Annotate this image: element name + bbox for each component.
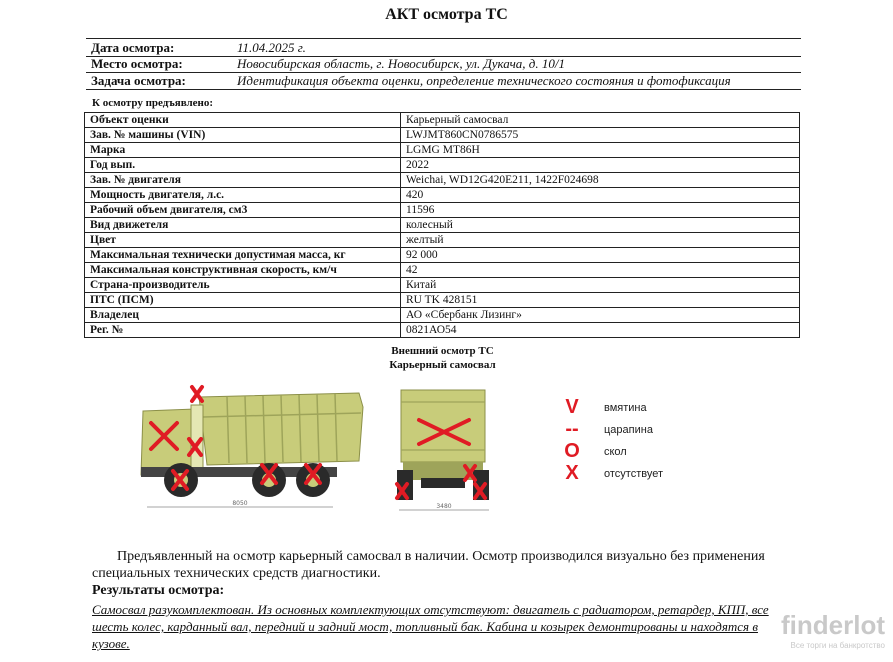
spec-value: LWJMT860CN0786575	[401, 128, 800, 143]
spec-key: Вид движетеля	[85, 218, 401, 233]
legend-dent-symbol: V	[565, 396, 579, 418]
spec-value: Китай	[401, 278, 800, 293]
spec-row	[85, 143, 800, 158]
watermark-tagline: Все торги на банкротство	[790, 641, 885, 650]
spec-key: Объект оценки	[85, 113, 401, 128]
info-row-place	[86, 55, 801, 73]
spec-row	[85, 308, 800, 323]
spec-table	[84, 112, 800, 338]
spec-key: Зав. № двигателя	[85, 173, 401, 188]
info-value-date: 11.04.2025 г.	[237, 40, 306, 55]
spec-key: Рег. №	[85, 323, 401, 338]
spec-key: Максимальная технически допустимая масса, кг	[85, 248, 401, 263]
watermark-brand: finderlot	[781, 610, 885, 640]
spec-key: Зав. № машины (VIN)	[85, 128, 401, 143]
info-value-place: Новосибирская область, г. Новосибирск, ул. Дукача, д. 10/1	[237, 56, 565, 71]
spec-value: 42	[401, 263, 800, 278]
document-title: АКТ осмотра ТС	[385, 6, 508, 23]
legend-dent-label: вмятина	[604, 402, 647, 414]
spec-row	[85, 128, 800, 143]
spec-value: колесный	[401, 218, 800, 233]
spec-row	[85, 218, 800, 233]
external-inspection-title: Внешний осмотр ТС	[391, 345, 494, 357]
presented-label: К осмотру предъявлено:	[92, 97, 214, 109]
spec-key: ПТС (ПСМ)	[85, 293, 401, 308]
spec-row	[85, 248, 800, 263]
legend-scratch-symbol: --	[565, 418, 579, 440]
spec-key: Цвет	[85, 233, 401, 248]
info-label-place: Место осмотра:	[91, 56, 183, 71]
legend-missing-label: отсутствует	[604, 468, 664, 480]
spec-key: Рабочий объем двигателя, см3	[85, 203, 401, 218]
rear-width-label: 3480	[436, 503, 452, 510]
legend-chip-symbol: O	[564, 440, 580, 462]
spec-row	[85, 263, 800, 278]
spec-value: 420	[401, 188, 800, 203]
info-value-task: Идентификация объекта оценки, определение технического состояния и фотофиксация	[237, 73, 731, 88]
spec-row	[85, 233, 800, 248]
spec-key: Мощность двигателя, л.с.	[85, 188, 401, 203]
spec-key: Владелец	[85, 308, 401, 323]
spec-value: Weichai, WD12G420E211, 1422F024698	[401, 173, 800, 188]
results-heading: Результаты осмотра:	[92, 583, 225, 598]
truck-rear-view-diagram	[393, 386, 495, 518]
legend-chip-label: скол	[604, 446, 627, 458]
spec-value: RU TK 428151	[401, 293, 800, 308]
spec-row	[85, 188, 800, 203]
spec-key: Марка	[85, 143, 401, 158]
info-label-task: Задача осмотра:	[91, 73, 186, 88]
spec-value: 0821АО54	[401, 323, 800, 338]
spec-value: LGMG MT86H	[401, 143, 800, 158]
inspection-paragraph: Предъявленный на осмотр карьерный самосвал в наличии. Осмотр производился визуально без применения специальных технических средств диагностики.	[92, 549, 765, 581]
spec-key: Максимальная конструктивная скорость, км/ч	[85, 263, 401, 278]
external-inspection-subtitle: Карьерный самосвал	[389, 359, 496, 371]
spec-row	[85, 278, 800, 293]
spec-key: Страна-производитель	[85, 278, 401, 293]
spec-row	[85, 158, 800, 173]
spec-row	[85, 293, 800, 308]
spec-key: Год вып.	[85, 158, 401, 173]
side-length-label: 8050	[232, 500, 248, 507]
spec-row	[85, 113, 800, 128]
dump-body-rear	[401, 390, 485, 462]
spec-row	[85, 323, 800, 338]
info-label-date: Дата осмотра:	[91, 40, 175, 55]
spec-row	[85, 173, 800, 188]
watermark	[781, 610, 885, 650]
spec-value: 92 000	[401, 248, 800, 263]
legend-scratch-label: царапина	[604, 424, 653, 436]
spec-value: желтый	[401, 233, 800, 248]
spec-row	[85, 203, 800, 218]
spec-value: АО «Сбербанк Лизинг»	[401, 308, 800, 323]
legend-missing-symbol: X	[565, 462, 579, 484]
truck-side-view-diagram	[137, 383, 369, 519]
spec-value: 11596	[401, 203, 800, 218]
info-row-task	[86, 72, 801, 90]
spec-value: Карьерный самосвал	[401, 113, 800, 128]
spec-value: 2022	[401, 158, 800, 173]
results-text: Самосвал разукомплектован. Из основных комплектующих отсутствуют: двигатель с радиатором, ретардер, КПП, все шесть колес, карданный вал, передний и задний мост, топливный бак. Кабина и козырек демонтированы и находятся в кузове.	[92, 602, 769, 651]
